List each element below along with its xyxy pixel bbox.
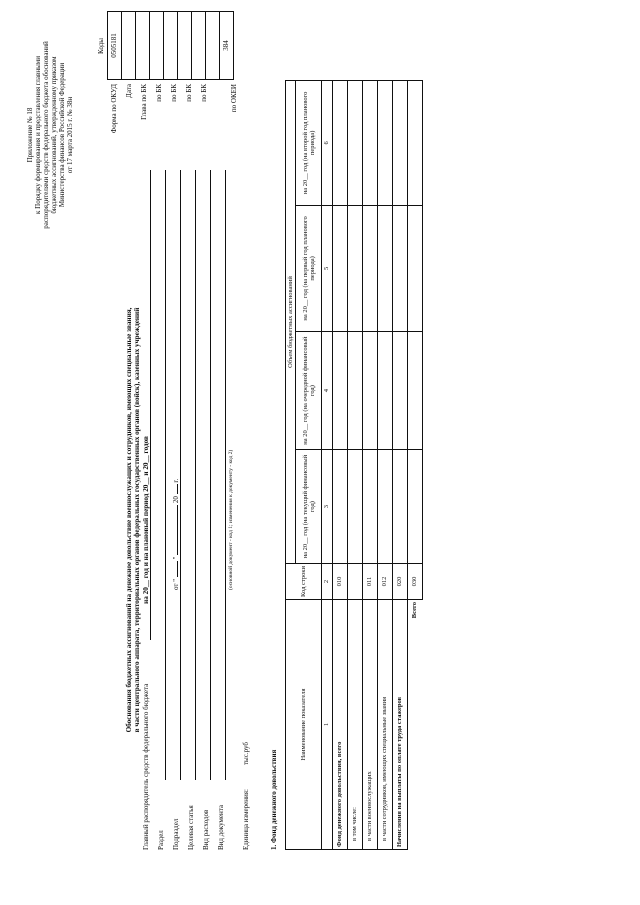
main-table <box>285 80 423 850</box>
value-cell[interactable] <box>377 450 392 564</box>
table-row <box>362 81 377 850</box>
appendix-line: Министерства финансов Российской Федерации <box>58 62 67 208</box>
value-cell[interactable] <box>332 81 347 206</box>
code-label: Форма по ОКУД <box>110 84 118 134</box>
code-label <box>212 84 227 170</box>
total-value-cell[interactable] <box>407 332 422 450</box>
form-field-label: Вид расходов <box>202 809 210 850</box>
code-cell[interactable] <box>178 12 192 80</box>
column-number: 2 <box>322 564 332 600</box>
form-field-label: Вид документа <box>217 804 225 850</box>
code-cell[interactable] <box>192 12 206 80</box>
row-name: в части сотрудников, имеющих специальные звания <box>377 600 392 850</box>
form-field-row <box>197 170 212 850</box>
code-cell[interactable]: 384 <box>220 12 234 80</box>
column-numbers-row <box>322 81 332 850</box>
value-cell[interactable] <box>362 81 377 206</box>
code-label: Дата <box>125 84 133 98</box>
row-code: 012 <box>377 564 392 600</box>
table-row <box>347 81 362 850</box>
row-code: 020 <box>392 564 407 600</box>
value-cell[interactable] <box>392 81 407 206</box>
appendix-header <box>26 20 74 250</box>
unit-label: Единица измерения: <box>242 789 250 850</box>
form-field-row <box>167 170 182 850</box>
column-number: 1 <box>322 600 332 850</box>
value-cell[interactable] <box>332 205 347 331</box>
fill-line[interactable] <box>150 170 151 640</box>
form-field-label: Подраздел <box>172 818 180 850</box>
code-cell[interactable]: 0505181 <box>108 12 122 80</box>
fill-line[interactable] <box>210 170 211 780</box>
column-number: 5 <box>322 205 332 331</box>
col-header-3: на 20__ год (на текущий финансовый год) <box>296 450 322 564</box>
code-cell[interactable] <box>136 12 150 80</box>
value-cell[interactable] <box>392 205 407 331</box>
value-cell[interactable] <box>362 450 377 564</box>
code-label: по БК <box>185 84 193 102</box>
value-cell[interactable] <box>377 205 392 331</box>
value-cell[interactable] <box>347 450 362 564</box>
column-number: 4 <box>322 332 332 450</box>
code-label: по ОКЕИ <box>230 84 238 113</box>
codes-header: Коды <box>97 38 105 54</box>
table-row <box>392 81 407 850</box>
value-cell[interactable] <box>332 450 347 564</box>
group-header: Объем бюджетных ассигнований <box>286 81 296 564</box>
unit-value: тыс.руб <box>242 742 250 765</box>
value-cell[interactable] <box>392 450 407 564</box>
code-labels <box>107 84 242 170</box>
value-cell[interactable] <box>347 81 362 206</box>
form-field-row <box>182 170 197 850</box>
code-cell[interactable] <box>164 12 178 80</box>
section-title: 1. Фонд денежного довольствия <box>270 749 278 850</box>
value-cell[interactable] <box>362 205 377 331</box>
appendix-number: Приложение № 18 <box>26 107 34 163</box>
row-name: в части военнослужащих <box>362 600 377 850</box>
rotated-form <box>20 10 620 890</box>
table-row <box>332 81 347 850</box>
value-cell[interactable] <box>377 81 392 206</box>
appendix-line: распорядителями средств федерального бюджета обоснований <box>42 41 51 229</box>
col-header-6: на 20__ год (на второй год планового периода) <box>296 81 322 206</box>
code-label: по БК <box>170 84 178 102</box>
table-row <box>377 81 392 850</box>
total-value-cell[interactable] <box>407 450 422 564</box>
code-cell[interactable] <box>150 12 164 80</box>
row-code: 010 <box>332 564 347 600</box>
column-number: 3 <box>322 450 332 564</box>
total-label: Всего <box>411 602 419 619</box>
col-header-code: Код строки <box>286 564 322 600</box>
code-label: по БК <box>200 84 208 102</box>
code-cell[interactable] <box>122 12 136 80</box>
row-code: 011 <box>362 564 377 600</box>
form-field-row <box>212 170 227 850</box>
fill-line[interactable] <box>180 170 181 780</box>
col-header-name: Наименование показателя <box>286 600 322 850</box>
col-header-4: на 20__ год (на очередной финансовый год) <box>296 332 322 450</box>
form-field-label: Целевая статья <box>187 805 195 850</box>
fill-line[interactable] <box>165 170 166 780</box>
fill-line[interactable] <box>195 170 196 780</box>
form-field-label: Раздел <box>157 830 165 850</box>
form-field-row <box>152 170 167 850</box>
row-code <box>347 564 362 600</box>
value-cell[interactable] <box>332 332 347 450</box>
form-field-row <box>137 170 152 850</box>
total-row <box>407 81 422 850</box>
appendix-line: от 17 марта 2015 г. № 38н <box>66 96 75 174</box>
title-line: на 20__ год и на плановый период 20__ и 20__ годов <box>141 436 150 604</box>
code-cell[interactable] <box>206 12 220 80</box>
row-name: Фонд денежного довольствия, всего <box>332 600 347 850</box>
row-name: Начисления на выплаты по оплате труда стажеров <box>392 600 407 850</box>
title-line: Обоснования бюджетных ассигнований на денежное довольствие военнослужащих и сотрудников, имеющих специальные звания, <box>125 307 133 733</box>
title-line: в части центрального аппарата, территориальных органов федеральных государственных органов (войск), казенных учреждений <box>133 307 142 733</box>
value-cell[interactable] <box>362 332 377 450</box>
column-number: 6 <box>322 81 332 206</box>
value-cell[interactable] <box>347 205 362 331</box>
form-field-label: Главный распорядитель средств федерального бюджета <box>142 683 150 850</box>
doc-type-hint: (основной документ - код 1; изменения к документу - код 2) <box>228 449 234 590</box>
value-cell[interactable] <box>347 332 362 450</box>
codes-table <box>107 11 234 80</box>
date-line: от " " 20 г. <box>172 478 180 590</box>
value-cell[interactable] <box>392 332 407 450</box>
row-name: в том числе: <box>347 600 362 850</box>
total-code: 030 <box>407 564 422 600</box>
code-label: по БК <box>155 84 163 102</box>
total-value-cell[interactable] <box>407 205 422 331</box>
code-label: Глава по БК <box>140 84 148 120</box>
appendix-line: бюджетных ассигнований, утвержденному приказом <box>50 56 59 214</box>
value-cell[interactable] <box>377 332 392 450</box>
appendix-line: к Порядку формирования и представления главными <box>34 56 43 214</box>
fill-line[interactable] <box>225 170 226 780</box>
total-value-cell[interactable] <box>407 81 422 206</box>
col-header-5: на 20__ год (на первый год планового периода) <box>296 205 322 331</box>
